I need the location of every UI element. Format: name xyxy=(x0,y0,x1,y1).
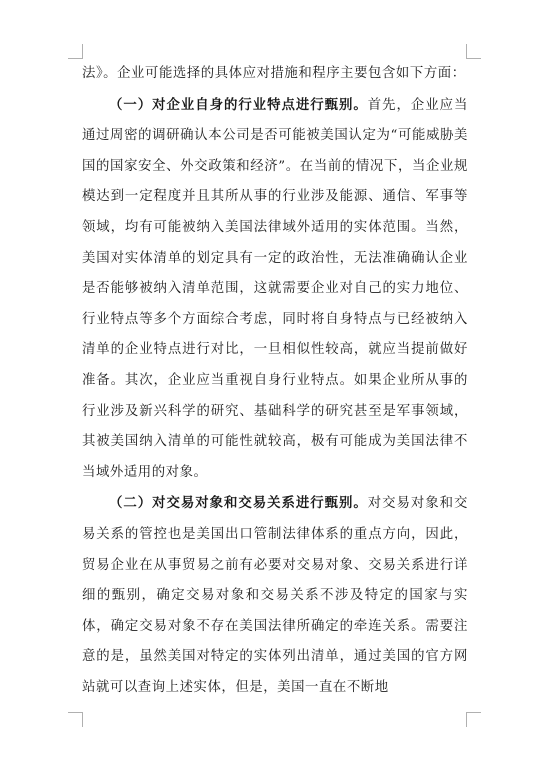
section-heading-1: （一）对企业自身的行业特点进行甄别。 xyxy=(109,96,368,113)
paragraph-text: 首先，企业应当通过周密的调研确认本公司是否可能被美国认定为“可能威胁美国的国家安全、外交政策和经济”。在当前的情况下，当企业规模达到一定程度并且其所从事的行业涉及能源、通信、军事等领域，均有可能被纳入美国法律域外适用的实体范围。当然，美国对实体清单的划定具有一定的政治性，无法准确确认企业是否能够被纳入清单范围，这就需要企业对自己的实力地位、行业特点等多个方面综合考虑，同时将自身特点与已经被纳入清单的企业特点进行对比，一旦相似性较高，就应当提前做好准备。其次，企业应当重视自身行业特点。如果企业所从事的行业涉及新兴科学的研究、基础科学的研究甚至是军事领域，其被美国纳入清单的可能性就较高，极有可能成为美国法律不当域外适用的对象。 xyxy=(82,97,468,480)
document-body xyxy=(82,59,468,703)
paragraph-industry-screening xyxy=(82,90,468,489)
section-heading-2: （二）对交易对象和交易关系进行甄别。 xyxy=(109,495,368,512)
corner-mark-bottom-left xyxy=(68,712,83,727)
corner-mark-top-right xyxy=(466,44,481,59)
corner-mark-bottom-right xyxy=(466,712,481,727)
paragraph-counterparty-screening xyxy=(82,488,468,703)
paragraph-text: 对交易对象和交易关系的管控也是美国出口管制法律体系的重点方向，因此，贸易企业在从事贸易之前有必要对交易对象、交易关系进行详细的甄别，确定交易对象和交易关系不涉及特定的国家与实体，确定交易对象不存在美国法律所确定的牵连关系。需要注意的是，虽然美国对特定的实体列出清单，通过美国的官方网站就可以查询上述实体，但是，美国一直在不断地 xyxy=(82,496,468,695)
paragraph-continuation xyxy=(82,59,468,90)
corner-mark-top-left xyxy=(68,44,83,59)
paragraph-text: 法》。企业可能选择的具体应对措施和程序主要包含如下方面： xyxy=(82,66,466,81)
